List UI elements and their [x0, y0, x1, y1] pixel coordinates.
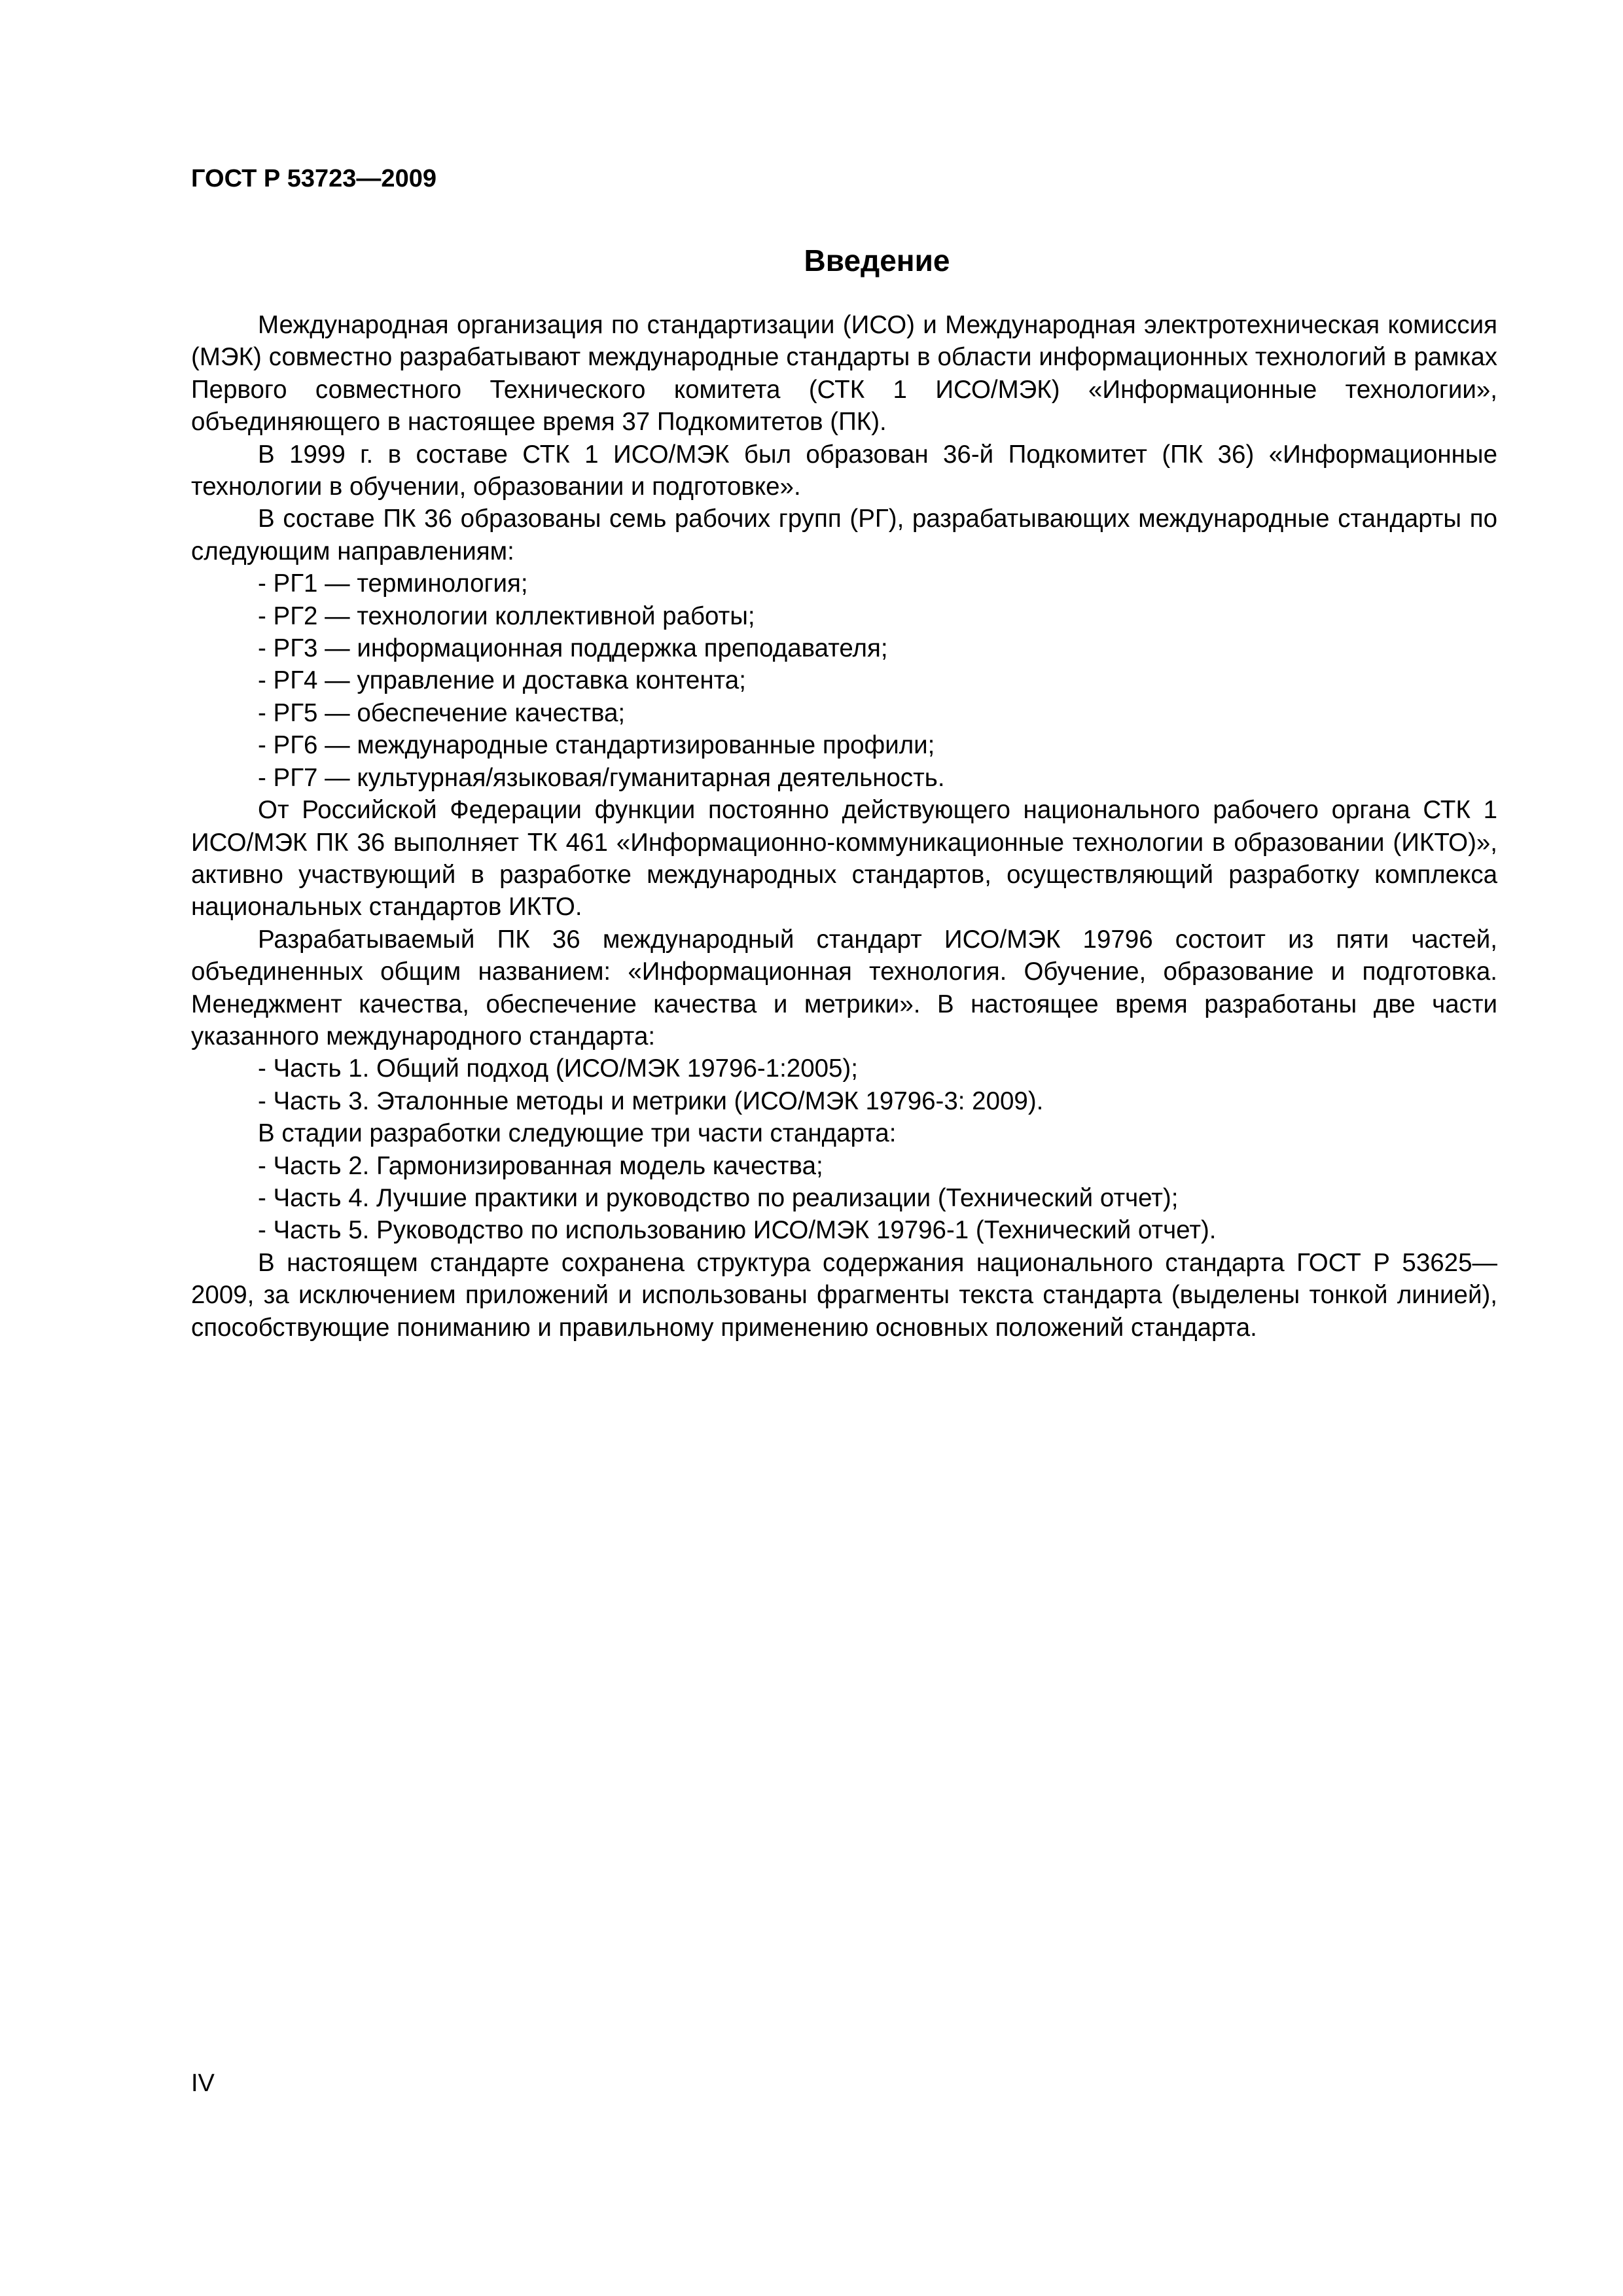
- list-item-part5: - Часть 5. Руководство по использованию ИСО/МЭК 19796-1 (Технический отчет).: [258, 1216, 1217, 1245]
- paragraph: Международная организация по стандартизации (ИСО) и Международная электротехническая комиссия (МЭК) совместно разрабатывают международные стандарты в области информационных технологий в рамках Первого совместного Технического комитета (СТК 1 ИСО/МЭК) «Информационные технологии», объединяющего в настоящее время 37 Подкомитетов (ПК).: [191, 311, 1497, 437]
- paragraph: В стадии разработки следующие три части стандарта:: [258, 1119, 897, 1148]
- section-title: Введение: [804, 243, 950, 278]
- section-body: [191, 309, 1497, 1344]
- paragraph: В составе ПК 36 образованы семь рабочих групп (РГ), разрабатывающих международные стандарты по следующим направлениям:: [191, 505, 1497, 565]
- paragraph: В настоящем стандарте сохранена структура содержания национального стандарта ГОСТ Р 53625—2009, за исключением приложений и использованы фрагменты текста стандарта (выделены тонкой линией), способствующие пониманию и правильному применению основных положений стандарта.: [191, 1248, 1497, 1342]
- paragraph: Разрабатываемый ПК 36 международный стандарт ИСО/МЭК 19796 состоит из пяти частей, объединенных общим названием: «Информационная технология. Обучение, образование и подготовка. Менеджмент качества, обеспечение качества и метрики». В настоящее время разработаны две части указанного международного стандарта:: [191, 925, 1497, 1050]
- list-item-wg7: - РГ7 — культурная/языковая/гуманитарная деятельность.: [258, 763, 945, 792]
- list-item-wg3: - РГ3 — информационная поддержка преподавателя;: [258, 634, 888, 663]
- document-code: ГОСТ Р 53723—2009: [191, 165, 437, 192]
- list-item-wg6: - РГ6 — международные стандартизированные профили;: [258, 731, 935, 760]
- list-item-part2: - Часть 2. Гармонизированная модель качества;: [258, 1151, 823, 1180]
- list-item-wg4: - РГ4 — управление и доставка контента;: [258, 666, 746, 695]
- list-item-part1: - Часть 1. Общий подход (ИСО/МЭК 19796-1:2005);: [258, 1054, 858, 1083]
- list-item-part3: - Часть 3. Эталонные методы и метрики (ИСО/МЭК 19796-3: 2009).: [258, 1086, 1044, 1115]
- page-number: IV: [191, 2070, 215, 2097]
- paragraph: В 1999 г. в составе СТК 1 ИСО/МЭК был образован 36-й Подкомитет (ПК 36) «Информационные технологии в обучении, образовании и подготовке».: [191, 440, 1497, 501]
- list-item-part4: - Часть 4. Лучшие практики и руководство по реализации (Технический отчет);: [258, 1183, 1179, 1212]
- list-item-wg1: - РГ1 — терминология;: [258, 569, 528, 598]
- list-item-wg2: - РГ2 — технологии коллективной работы;: [258, 601, 755, 630]
- paragraph: От Российской Федерации функции постоянно действующего национального рабочего органа СТК 1 ИСО/МЭК ПК 36 выполняет ТК 461 «Информационно-коммуникационные технологии в образовании (ИКТО)», активно участвующий в разработке международных стандартов, осуществляющий разработку комплекса национальных стандартов ИКТО.: [191, 796, 1497, 922]
- list-item-wg5: - РГ5 — обеспечение качества;: [258, 698, 626, 727]
